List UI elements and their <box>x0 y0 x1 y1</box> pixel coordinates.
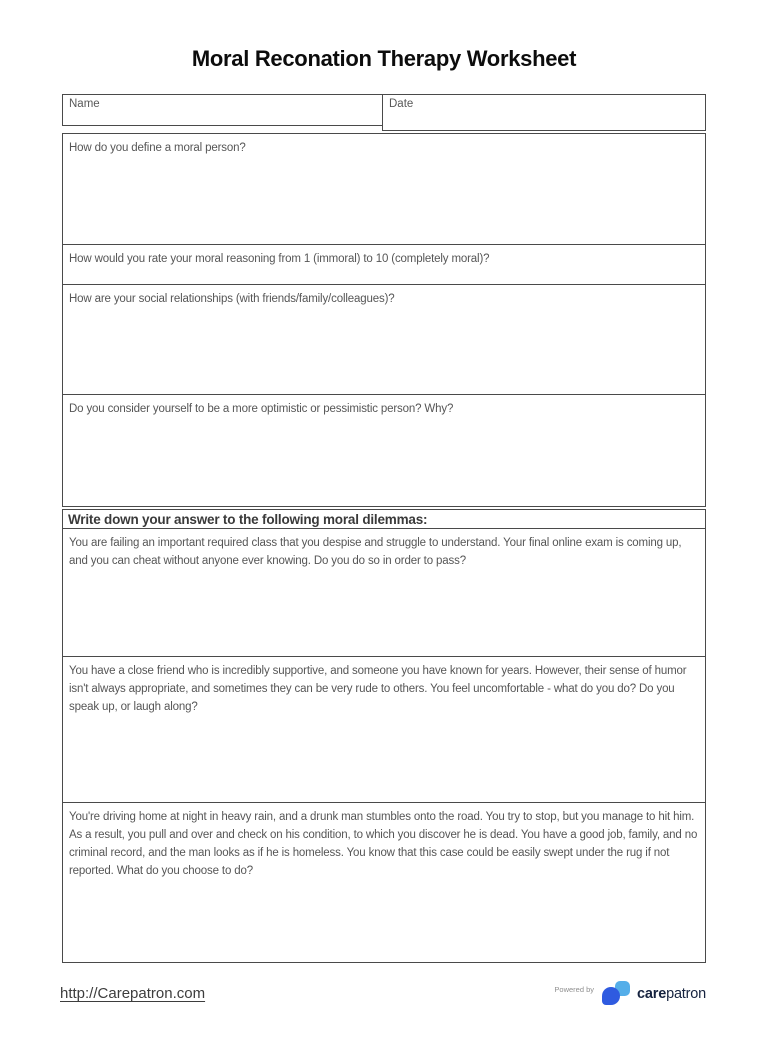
question-answer-box-optimistic-pessimistic[interactable] <box>62 394 706 507</box>
name-field[interactable] <box>62 94 383 126</box>
page-title: Moral Reconation Therapy Worksheet <box>191 46 577 71</box>
moral-dilemmas-section-header: Write down your answer to the following moral dilemmas: <box>62 509 706 529</box>
brand-wordmark-patron: patron <box>666 985 706 1002</box>
question-label: How are your social relationships (with friends/family/colleagues)? <box>69 293 395 305</box>
date-field-label: Date <box>389 98 414 110</box>
dilemma-text: You have a close friend who is incredibly supportive, and someone you have known for years. However, their sense of humor isn't always appropriate, and sometimes they can be very rude to others. You feel uncomfortable - what do you do? Do you speak up, or laugh along? <box>69 665 687 713</box>
name-date-row <box>62 94 706 131</box>
carepatron-logo-icon <box>602 981 631 1006</box>
question-answer-box-social-relationships[interactable] <box>62 284 706 395</box>
question-label: How do you define a moral person? <box>69 142 246 154</box>
question-answer-box-rate-moral-reasoning[interactable] <box>62 244 706 285</box>
date-field[interactable] <box>382 94 706 131</box>
dilemma-text: You are failing an important required class that you despise and struggle to understand. Your final online exam is coming up, and you can cheat without anyone ever knowing. Do you do so in order to pass? <box>69 537 682 567</box>
dilemma-text: You're driving home at night in heavy rain, and a drunk man stumbles onto the road. You try to stop, but you manage to hit him. As a result, you pull and over and check on his condition, to which you discover he is dead. You have a good job, family, and no criminal record, and the man looks as if he is homeless. You know that this case could be easily swept under the rug if not reported. What do you choose to do? <box>69 811 698 877</box>
dilemma-answer-box-hit-and-run[interactable] <box>62 802 706 963</box>
page-footer <box>60 981 706 1006</box>
powered-by-label: Powered by <box>554 985 595 994</box>
logo-bubble-dark-icon <box>602 987 620 1005</box>
carepatron-brand <box>554 981 706 1006</box>
worksheet-body <box>62 94 706 963</box>
brand-wordmark <box>637 986 706 1002</box>
dilemma-answer-box-rude-friend[interactable] <box>62 656 706 803</box>
name-field-label: Name <box>69 98 100 110</box>
question-label: Do you consider yourself to be a more optimistic or pessimistic person? Why? <box>69 403 454 415</box>
brand-wordmark-care: care <box>637 985 667 1002</box>
question-answer-box-define-moral-person[interactable] <box>62 133 706 245</box>
dilemma-answer-box-cheating-exam[interactable] <box>62 528 706 657</box>
carepatron-link[interactable]: http://Carepatron.com <box>60 985 206 1002</box>
question-label: How would you rate your moral reasoning from 1 (immoral) to 10 (completely moral)? <box>69 253 490 265</box>
